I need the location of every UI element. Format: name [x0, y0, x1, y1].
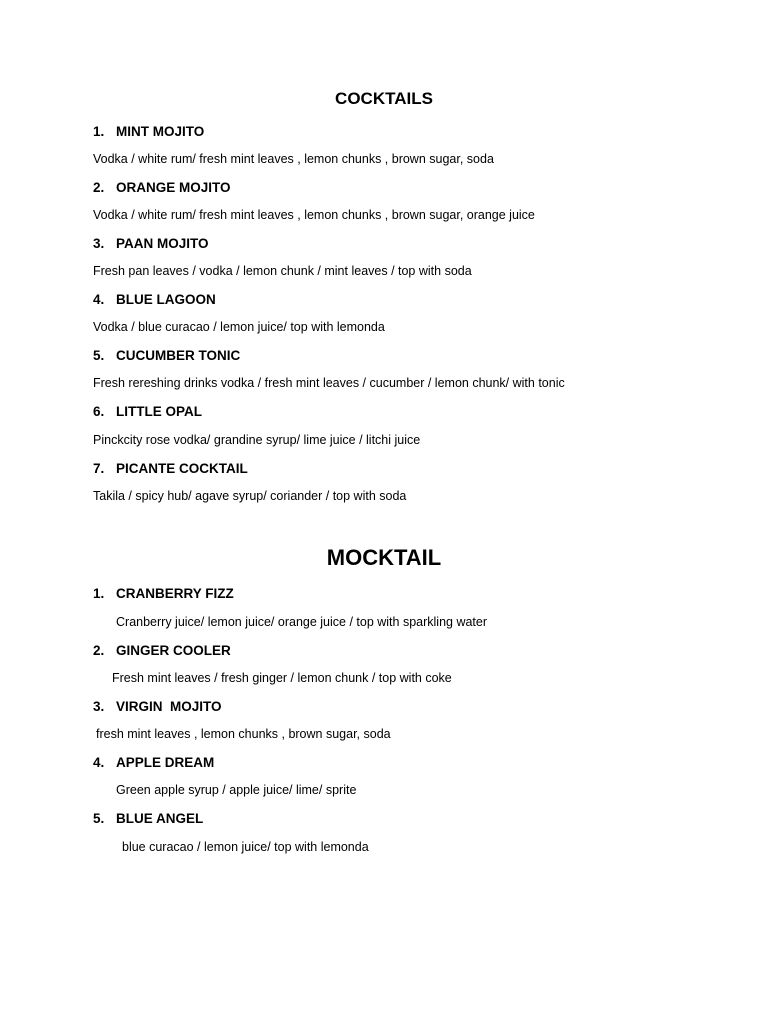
item-number: 4. — [93, 292, 105, 307]
mocktail-item-4-description: Green apple syrup / apple juice/ lime/ sprite — [116, 783, 357, 797]
item-name: MINT MOJITO — [116, 124, 205, 139]
mocktail-item-4-heading — [93, 755, 214, 770]
mocktail-heading: MOCKTAIL — [326, 545, 442, 570]
cocktail-item-1-heading — [93, 124, 204, 139]
item-name: CUCUMBER TONIC — [116, 348, 241, 363]
cocktail-item-6-description: Pinckcity rose vodka/ grandine syrup/ lime juice / litchi juice — [93, 433, 421, 447]
cocktail-item-7-description: Takila / spicy hub/ agave syrup/ coriander / top with soda — [93, 489, 407, 503]
mocktail-item-1-heading — [93, 586, 234, 601]
item-number: 7. — [93, 461, 105, 476]
mocktail-item-3-heading — [93, 699, 222, 714]
item-name: BLUE LAGOON — [116, 292, 216, 307]
item-number: 1. — [93, 586, 105, 601]
item-name: APPLE DREAM — [116, 755, 215, 770]
item-name: LITTLE OPAL — [116, 404, 202, 419]
item-number: 3. — [93, 699, 105, 714]
cocktails-heading: COCKTAILS — [335, 89, 433, 108]
cocktail-item-1-description: Vodka / white rum/ fresh mint leaves , lemon chunks , brown sugar, soda — [93, 152, 494, 166]
item-number: 2. — [93, 180, 105, 195]
mocktail-item-2-description: Fresh mint leaves / fresh ginger / lemon chunk / top with coke — [112, 671, 452, 685]
item-number: 4. — [93, 755, 105, 770]
cocktail-item-4-heading — [93, 292, 216, 307]
cocktail-item-3-heading — [93, 236, 209, 251]
mocktail-item-3-description: fresh mint leaves , lemon chunks , brown sugar, soda — [96, 727, 391, 741]
cocktail-item-2-description: Vodka / white rum/ fresh mint leaves , lemon chunks , brown sugar, orange juice — [93, 208, 535, 222]
cocktail-item-5-description: Fresh rereshing drinks vodka / fresh mint leaves / cucumber / lemon chunk/ with tonic — [93, 376, 565, 390]
mocktail-item-2-heading — [93, 643, 231, 658]
cocktail-item-4-description: Vodka / blue curacao / lemon juice/ top with lemonda — [93, 320, 385, 334]
item-number: 5. — [93, 811, 105, 826]
item-number: 6. — [93, 404, 105, 419]
item-name: GINGER COOLER — [116, 643, 231, 658]
item-name: ORANGE MOJITO — [116, 180, 231, 195]
item-number: 2. — [93, 643, 105, 658]
cocktail-item-2-heading — [93, 180, 231, 195]
mocktail-item-5-heading — [93, 811, 203, 826]
mocktail-item-5-description: blue curacao / lemon juice/ top with lemonda — [122, 840, 369, 854]
item-name: CRANBERRY FIZZ — [116, 586, 234, 601]
item-number: 1. — [93, 124, 105, 139]
cocktail-item-6-heading — [93, 404, 202, 419]
item-name: BLUE ANGEL — [116, 811, 204, 826]
item-name: PICANTE COCKTAIL — [116, 461, 248, 476]
item-name: VIRGIN MOJITO — [116, 699, 222, 714]
cocktail-item-7-heading — [93, 461, 248, 476]
cocktail-item-5-heading — [93, 348, 240, 363]
item-number: 3. — [93, 236, 105, 251]
cocktail-item-3-description: Fresh pan leaves / vodka / lemon chunk / mint leaves / top with soda — [93, 264, 472, 278]
mocktail-item-1-description: Cranberry juice/ lemon juice/ orange juice / top with sparkling water — [116, 615, 488, 629]
item-name: PAAN MOJITO — [116, 236, 209, 251]
item-number: 5. — [93, 348, 105, 363]
